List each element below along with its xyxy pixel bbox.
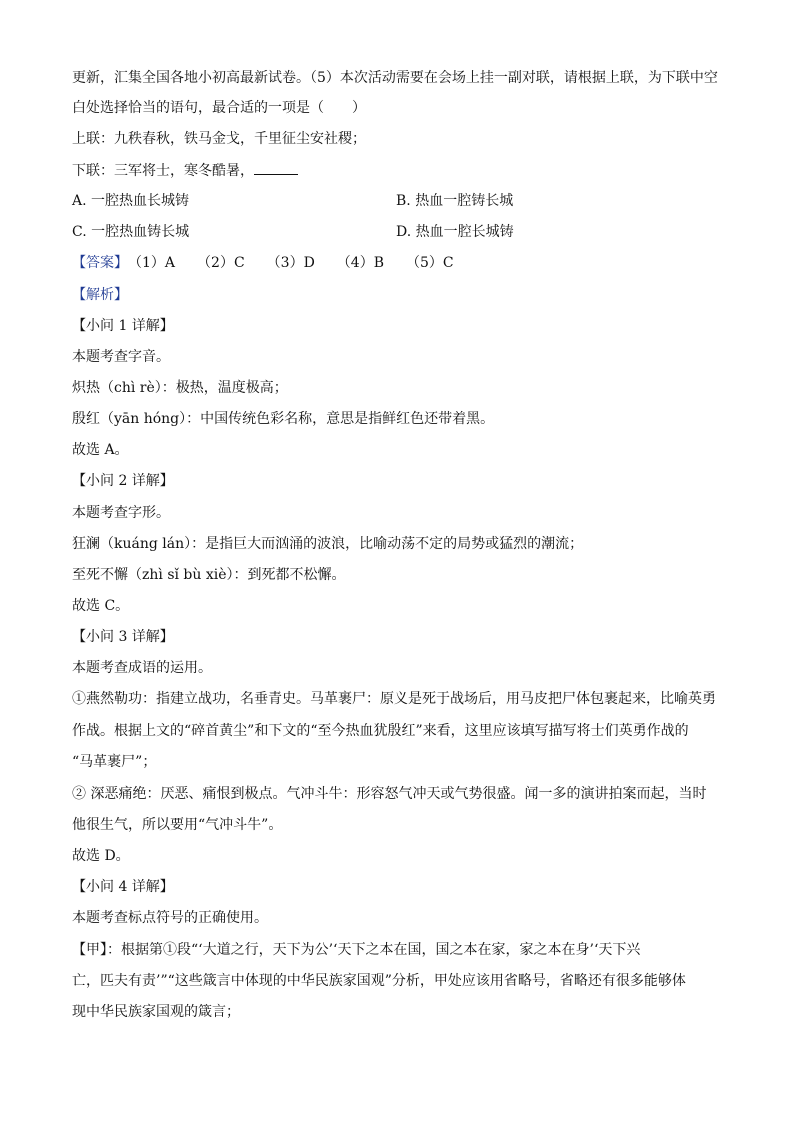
answer-item: （1）A	[128, 255, 176, 271]
answer-line	[72, 253, 476, 273]
question-3-heading: 【小问 3 详解】	[72, 629, 174, 645]
text-line: 【甲】：根据第①段“‘大道之行，天下为公’‘天下之本在国，国之本在家，家之本在身’‘天下兴	[72, 942, 641, 958]
text-line: 炽热（chì rè）：极热，温度极高；	[72, 380, 288, 396]
question-1-heading: 【小问 1 详解】	[72, 318, 174, 334]
text-line: 更新，汇集全国各地小初高最新试卷。（5）本次活动需要在会场上挂一副对联，请根据上联，为下联中空	[72, 70, 718, 86]
text-line: 殷红（yān hóng）：中国传统色彩名称，意思是指鲜红色还带着黑。	[72, 411, 495, 427]
text-line: 白处选择恰当的语句，最合适的一项是（ ）	[72, 100, 366, 116]
option-d: D. 热血一腔长城铸	[396, 224, 514, 240]
question-2-heading: 【小问 2 详解】	[72, 473, 174, 489]
text-line-content: 下联：三军将士，寒冬酷暑，	[72, 163, 254, 179]
answer-item: （5）C	[406, 255, 454, 271]
text-line: 他很生气，所以要用“气冲斗牛”。	[72, 817, 283, 833]
text-line: 故选 A。	[72, 442, 129, 458]
answer-item: （2）C	[197, 255, 245, 271]
answer-item: （4）B	[336, 255, 384, 271]
text-line: ② 深恶痛绝：厌恶、痛恨到极点。气冲斗牛：形容怒气冲天或气势很盛。闻一多的演讲拍案而起，当时	[72, 786, 707, 802]
text-line: 本题考查成语的运用。	[72, 660, 212, 676]
text-line: 现中华民族家国观的箴言；	[72, 1004, 240, 1020]
text-line: 亡，匹夫有责’”“这些箴言中体现的中华民族家国观”分析，甲处应该用省略号，省略还有很多能够体	[72, 973, 686, 989]
answer-item: （3）D	[266, 255, 315, 271]
question-4-heading: 【小问 4 详解】	[72, 879, 174, 895]
option-b: B. 热血一腔铸长城	[396, 193, 514, 209]
analysis-heading: 【解析】	[72, 287, 128, 303]
text-line: 本题考查标点符号的正确使用。	[72, 910, 268, 926]
text-line: ①燕然勒功：指建立战功，名垂青史。马革裹尸：原义是死于战场后，用马皮把尸体包裹起来，比喻英勇	[72, 691, 716, 707]
text-line: 至死不懈（zhì sǐ bù xiè）：到死都不松懈。	[72, 567, 346, 583]
text-line: 上联：九秩春秋，铁马金戈，千里征尘安社稷；	[72, 131, 366, 147]
text-line: 故选 D。	[72, 848, 130, 864]
answer-blank	[254, 160, 298, 175]
text-line: 故选 C。	[72, 598, 130, 614]
option-a: A. 一腔热血长城铸	[72, 193, 190, 209]
text-line	[72, 160, 298, 181]
answer-tag: 【答案】	[72, 255, 128, 271]
text-line: 本题考查字形。	[72, 505, 170, 521]
text-line: 狂澜（kuáng lán）：是指巨大而汹涌的波浪，比喻动荡不定的局势或猛烈的潮流；	[72, 536, 584, 552]
text-line: 本题考查字音。	[72, 349, 170, 365]
text-line: “马革裹尸”；	[72, 754, 157, 770]
text-line: 作战。根据上文的“碎首黄尘”和下文的“至今热血犹殷红”来看，这里应该填写描写将士们英勇作战的	[72, 723, 689, 739]
option-c: C. 一腔热血铸长城	[72, 224, 190, 240]
